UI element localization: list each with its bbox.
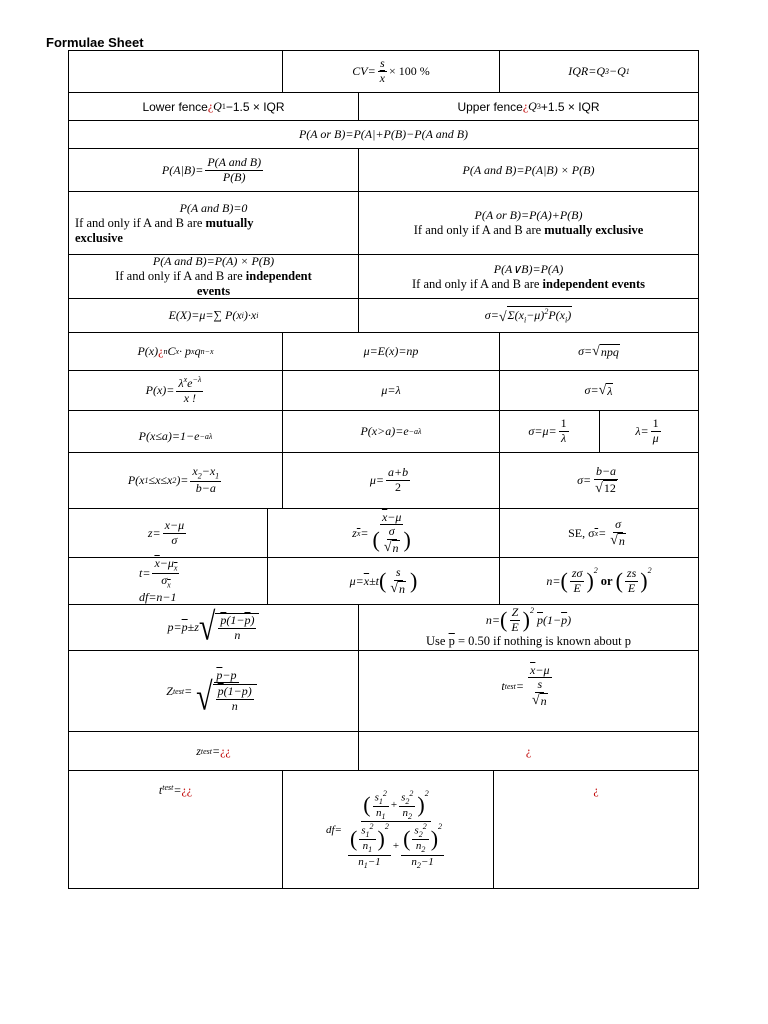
- formula-part: test: [200, 746, 212, 756]
- binomial-mean: [282, 332, 500, 371]
- formula-part: t=: [139, 566, 151, 580]
- formula-part: x !: [183, 391, 197, 405]
- formula-part: 2: [197, 471, 202, 481]
- formula-part: · p: [179, 344, 192, 358]
- formula-part: If and only if A and B are: [115, 269, 246, 283]
- formula-part: −x: [201, 464, 216, 479]
- formula-part: x: [191, 347, 195, 356]
- cv-formula: [282, 50, 500, 93]
- formula-part: Z: [511, 604, 519, 619]
- formula-part: =: [184, 683, 193, 698]
- formula-part: 3: [536, 102, 541, 111]
- formula-part: −Q: [609, 64, 626, 78]
- uniform-mean: [282, 452, 500, 509]
- formula-part: ¿: [522, 99, 529, 113]
- formula-part: E: [627, 580, 636, 595]
- formula-part: P(A or B)=P(A|+P(B)−P(A and B): [298, 127, 469, 141]
- condition-text: [412, 277, 645, 292]
- multiplication-rule: [358, 148, 699, 192]
- formula-part: σ: [388, 524, 395, 539]
- formula-part: n−x: [200, 347, 214, 356]
- formula-part: ¿: [593, 783, 599, 797]
- formula-part: P(A and B)=0: [179, 200, 248, 215]
- fraction: [625, 567, 638, 596]
- formula-part: −λ: [192, 375, 202, 385]
- formula-part: Z: [166, 683, 173, 698]
- condition-text: [69, 216, 358, 231]
- exponential-sd: [499, 410, 600, 453]
- formula-part: 1: [560, 416, 567, 431]
- formula-part: =: [598, 525, 607, 540]
- formula-part: 2: [544, 307, 549, 316]
- fraction: $\overline{p}-p$ √ $\frac{p(1-p)}{n}$: [194, 669, 259, 714]
- formula-part: p: [220, 612, 227, 627]
- formula-part: λ=: [635, 424, 649, 438]
- formula-part: ¿¿: [220, 743, 231, 758]
- independent-and: [68, 254, 359, 299]
- confidence-interval-mean: μ= $\overline{x}$ ±t ( s √ n ): [267, 557, 500, 605]
- formula-part: ¿: [158, 344, 164, 358]
- formula-part: s: [537, 677, 543, 692]
- formula-part: 2: [384, 822, 389, 832]
- formula-part: mutually exclusive: [544, 223, 644, 237]
- formula-part: i: [564, 315, 568, 325]
- formula-part: test: [504, 681, 516, 691]
- formula-part: P(x: [548, 308, 565, 322]
- uniform-probability: [68, 452, 283, 509]
- formula-part: (1−p): [223, 683, 252, 698]
- fraction: [386, 466, 410, 495]
- z-test-two-sample-extra: [358, 731, 699, 771]
- formula-part: μ=: [349, 573, 364, 588]
- formula-part: s: [374, 791, 379, 804]
- formula-part: $\overline{p}$: [244, 612, 251, 627]
- formula-part: mutually: [205, 215, 254, 230]
- formula-part: λ: [178, 376, 184, 391]
- formula-part: =: [360, 525, 369, 540]
- formula-part: ±z: [187, 620, 199, 634]
- square-root: √ λ: [598, 383, 613, 399]
- mutually-exclusive-or: [358, 191, 699, 255]
- formula-part: P(x≤a)=1−e: [138, 429, 200, 443]
- poisson-sd: [499, 370, 699, 411]
- formula-part: ): [567, 612, 572, 627]
- upper-fence-formula: [358, 92, 699, 121]
- formula-part: 1: [363, 860, 368, 870]
- binomial-sd: [499, 332, 699, 371]
- fraction: ( $\frac{s_1^2}{n_1}$ + $\frac{s_2^2}{n_2}$ ) $^2$ ( $\frac{s_1^2}{n_1}$ ) $^2$ $n_1-1$ + ( $\frac{s_2^2}{n_2}$ ) $^2$ $n_2-1$: [349, 788, 443, 870]
- formula-part: ): [567, 308, 572, 322]
- formula-part: s: [361, 824, 366, 837]
- formula-part: n: [402, 806, 408, 819]
- formula-part: x: [192, 464, 198, 479]
- formula-part: ±t: [369, 573, 380, 588]
- formula-part: =: [173, 783, 182, 797]
- formula-part: +1.5 × IQR: [540, 99, 600, 114]
- formula-part: If and only if A and B are: [413, 223, 545, 237]
- formula-part: 1: [652, 416, 659, 431]
- formula-part: )·x: [243, 308, 257, 322]
- formula-part: σ=: [484, 308, 499, 322]
- formula-part: 2: [647, 566, 652, 575]
- formula-part: λ: [607, 383, 613, 398]
- page-title: Formulae Sheet: [46, 35, 144, 50]
- t-test-two-sample-extra: [493, 770, 699, 889]
- formula-part: z: [352, 525, 357, 540]
- z-test-two-sample: [68, 731, 359, 771]
- condition-text: [69, 231, 358, 246]
- formula-part: q: [194, 344, 201, 358]
- formula-part: P(x): [137, 344, 159, 358]
- formula-part: independent events: [542, 276, 645, 291]
- expected-value: [68, 298, 359, 333]
- z-score-sample-mean: [267, 508, 500, 558]
- formula-part: test: [162, 783, 174, 792]
- formula-part: z=: [147, 525, 161, 540]
- formula-part: 2: [424, 788, 429, 798]
- formula-part: $\overline{x}$: [154, 556, 160, 571]
- formula-part: $\overline{p}$: [561, 612, 568, 627]
- formula-part: −aλ: [199, 432, 213, 441]
- formula-part: a+b: [388, 465, 409, 480]
- formula-part: s: [380, 56, 385, 71]
- t-test-mean: [358, 650, 699, 732]
- formula-part: test: [172, 686, 185, 696]
- formula-part: 2: [172, 476, 177, 485]
- formula-part: −μ: [159, 556, 174, 571]
- formula-part: n=: [485, 612, 500, 627]
- formula-part: SE, σ: [568, 525, 595, 540]
- formula-part: 1: [215, 471, 220, 481]
- fraction: [378, 57, 387, 86]
- formula-part: n: [375, 806, 382, 819]
- formula-part: P(x)=: [145, 383, 175, 397]
- formula-part: 1: [221, 102, 226, 111]
- formula-part: 3: [605, 67, 609, 76]
- formula-part: n: [163, 347, 168, 356]
- sample-size-proportion: n= ( $\frac{Z}{E}$ ) $^2$ $\overline{p}$ (1− $\overline{p}$ ) Use $\overline{p} = 0.50$ if nothing is known about p: [358, 604, 699, 651]
- formula-part: ): [250, 612, 255, 627]
- fraction: [205, 156, 263, 185]
- formula-part: = 0.50 if nothing is known about p: [454, 634, 631, 649]
- formula-part: 1: [381, 812, 386, 822]
- formula-part: x: [175, 347, 180, 356]
- formula-part: P(A and B)=P(A) × P(B): [152, 254, 275, 268]
- fraction: [152, 557, 179, 589]
- formula-part: P(A or B)=P(A)+P(B): [474, 208, 583, 222]
- condition-text: [115, 269, 312, 284]
- formula-part: n: [362, 840, 369, 853]
- formula-part: $\overline{p}$: [181, 620, 188, 634]
- formula-part: i: [241, 311, 244, 320]
- uniform-sd: [499, 452, 699, 509]
- square-root: √ $\frac{p(1-\overline{p})}{n}$: [199, 613, 260, 643]
- formula-part: (1−: [226, 612, 245, 627]
- formula-part: i: [523, 315, 527, 325]
- fraction: [559, 417, 569, 446]
- conditional-probability: [68, 148, 359, 192]
- formula-part: +: [392, 839, 400, 852]
- formula-part: $\overline{x}$: [363, 573, 370, 588]
- formula-part: −p: [222, 667, 237, 682]
- formula-part: 1: [365, 830, 370, 840]
- formula-part: exclusive: [75, 230, 123, 245]
- condition-text: [414, 223, 644, 238]
- formula-part: −aλ: [408, 427, 422, 436]
- formula-part: If and only if A and B are: [412, 276, 543, 291]
- formula-part: E: [573, 580, 581, 595]
- note-text: [426, 634, 631, 649]
- formula-part: n: [358, 855, 364, 868]
- formula-part: P(x: [127, 473, 145, 487]
- formula-part: b−a: [195, 480, 216, 495]
- exponential-rate: [599, 410, 699, 453]
- formula-part: i: [256, 311, 259, 320]
- exponential-left-tail: [68, 410, 283, 453]
- formula-part: $\overline{p}$: [537, 612, 543, 627]
- discrete-standard-deviation: [358, 298, 699, 333]
- formula-part: n: [392, 541, 399, 556]
- fraction: [176, 375, 203, 406]
- formula-part: σ: [161, 573, 168, 587]
- formula-part: 1: [378, 796, 383, 806]
- formula-part: ¿: [207, 99, 214, 113]
- formula-part: 2: [416, 860, 421, 870]
- formula-part: σ: [171, 532, 178, 547]
- formula-part: μ=λ: [381, 383, 401, 397]
- formula-part: independent: [245, 269, 312, 283]
- degrees-of-freedom-welch: [282, 770, 494, 889]
- formula-part: zs: [626, 565, 637, 580]
- formula-part: λ: [560, 431, 567, 445]
- formula-part: $\overline{x}$: [381, 509, 388, 524]
- formula-part: df=: [325, 823, 342, 836]
- formula-part: Upper fence: [457, 99, 523, 114]
- formula-part: z: [196, 743, 201, 758]
- formula-part: P(A and B)=P(A|B) × P(B): [462, 162, 595, 177]
- formula-part: s: [401, 791, 406, 804]
- formula-part: μ=E(x)=np: [363, 344, 419, 358]
- fraction: [593, 465, 619, 495]
- formula-part: 2: [530, 605, 534, 615]
- fraction: [190, 465, 221, 495]
- formula-part: $\overline{p}$: [448, 634, 455, 649]
- formula-part: s: [395, 564, 401, 579]
- formula-part: +: [390, 798, 398, 811]
- formula-part: t: [501, 678, 505, 693]
- formula-part: P(A∨B)=P(A): [493, 261, 564, 276]
- fraction: [651, 417, 661, 446]
- formula-part: ¿: [525, 743, 532, 758]
- binomial-probability: [68, 332, 283, 371]
- z-score: [68, 508, 268, 558]
- square-root: √ $\Sigma(x_i-\mu)^2P(x_i)$: [498, 307, 572, 325]
- formula-part: P(A|B)=: [161, 162, 204, 177]
- formula-part: df=n−1: [139, 589, 177, 604]
- formula-part: −μ: [387, 509, 402, 524]
- standard-error: [499, 508, 699, 558]
- formula-part: =: [515, 678, 524, 693]
- formula-part: p=: [167, 620, 182, 634]
- formula-part: =: [212, 743, 221, 758]
- t-score: [68, 557, 268, 605]
- addition-rule: [68, 120, 699, 149]
- poisson-probability: [68, 370, 283, 411]
- formula-part: n: [234, 627, 241, 642]
- confidence-interval-proportion: [68, 604, 359, 651]
- formula-part: 2: [409, 788, 414, 798]
- sample-size-mean: n= ( $\frac{z\sigma}{E}$ ) $^2$ or ( $\frac{zs}{E}$ ) $^2$: [499, 557, 699, 605]
- formula-part: σ=: [584, 383, 599, 397]
- formula-part: or: [600, 573, 613, 588]
- formula-part: x: [379, 71, 385, 85]
- formula-part: n: [540, 694, 547, 709]
- formula-part: 2: [422, 822, 427, 832]
- formula-part: p: [217, 683, 224, 698]
- square-root: √ npq: [592, 344, 619, 360]
- formula-part: 1: [625, 67, 630, 76]
- formula-part: 2: [405, 796, 410, 806]
- formula-part: b−a: [595, 464, 617, 479]
- formula-part: $\overline{x}$: [530, 662, 536, 677]
- formula-part: 2: [369, 822, 374, 832]
- formula-part: −1: [420, 855, 434, 868]
- formula-part: 2: [407, 812, 412, 822]
- formula-part: 2: [418, 830, 423, 840]
- formula-part: P(B): [222, 169, 246, 184]
- fraction: [570, 567, 585, 596]
- formula-part: s: [414, 824, 419, 837]
- formula-part: n=: [546, 573, 561, 588]
- formula-part: E: [511, 619, 519, 634]
- formula-part: 2: [395, 480, 402, 494]
- formula-part: 2: [593, 566, 598, 575]
- empty-cell: [68, 50, 283, 93]
- fraction: s √ n: [390, 564, 406, 597]
- formula-part: Q: [213, 99, 222, 113]
- formula-part: −1.5 × IQR: [225, 99, 285, 114]
- formula-part: x: [167, 580, 171, 590]
- formula-part: n: [399, 581, 406, 596]
- formula-part: If and only if A and B are: [75, 215, 206, 230]
- formula-part: 12: [603, 481, 616, 496]
- formula-part: t: [158, 783, 163, 797]
- formula-part: x: [183, 375, 188, 385]
- formula-part: σ=μ=: [528, 424, 557, 438]
- formula-part: npq: [600, 344, 619, 359]
- formula-part: IQR=Q: [568, 64, 605, 78]
- formula-part: 2: [438, 822, 443, 832]
- formula-part: −μ): [526, 308, 545, 322]
- formula-part: n: [231, 698, 238, 713]
- formula-part: Σ(x: [507, 308, 524, 322]
- formula-part: P(A and B): [207, 154, 262, 169]
- condition-text: [197, 284, 230, 299]
- formula-part: $\overline{x}$: [594, 528, 599, 538]
- formula-part: x: [173, 563, 178, 573]
- formula-part: μ: [652, 431, 659, 445]
- formula-part: Use: [426, 634, 449, 649]
- fraction: $\overline{x}-\mu$ s √ n: [530, 662, 550, 709]
- formula-part: Lower fence: [142, 99, 208, 114]
- t-test-two-sample: [68, 770, 283, 889]
- lower-fence-formula: [68, 92, 359, 121]
- formula-part: −μ: [535, 662, 550, 677]
- formula-part: C: [167, 344, 176, 358]
- fraction: [163, 519, 186, 548]
- formula-part: $\overline{p}$: [216, 667, 223, 682]
- formula-part: 1: [144, 476, 149, 485]
- formula-part: −1: [367, 855, 381, 868]
- fraction: σ √ n: [610, 516, 625, 549]
- exponential-right-tail: [282, 410, 500, 453]
- formula-part: events: [196, 284, 231, 298]
- poisson-mean: [282, 370, 500, 411]
- square-root: √ 12: [595, 480, 616, 496]
- mutually-exclusive-and: [68, 191, 359, 255]
- formula-part: σ=: [578, 344, 593, 358]
- formula-part: (1−: [543, 612, 562, 627]
- formula-part: zσ: [571, 565, 583, 580]
- formula-part: μ=: [369, 473, 384, 487]
- formula-part: CV=: [352, 64, 376, 78]
- formula-part: )=: [176, 473, 189, 487]
- formula-part: ≤x≤x: [148, 473, 173, 487]
- fraction: $\overline{x}-\mu$ ( σ √ n ): [372, 509, 411, 556]
- formula-part: 2: [382, 788, 387, 798]
- formula-part: n: [415, 840, 422, 853]
- independent-or: [358, 254, 699, 299]
- formula-part: e: [187, 376, 193, 391]
- iqr-formula: [499, 50, 699, 93]
- formula-part: E(X)=μ=∑ P(x: [168, 308, 242, 322]
- formula-part: 2: [421, 845, 426, 855]
- formula-part: n: [411, 855, 417, 868]
- formula-part: ¿¿: [181, 783, 193, 797]
- formula-part: σ=: [577, 473, 592, 487]
- z-test-proportion: [68, 650, 359, 732]
- formula-part: n: [618, 533, 625, 548]
- formula-part: × 100 %: [389, 64, 430, 78]
- formula-part: $\overline{x}$: [356, 528, 361, 538]
- formula-part: x−μ: [164, 517, 185, 532]
- formula-part: Q: [528, 99, 537, 113]
- formula-part: σ: [615, 516, 622, 531]
- fraction: [509, 606, 520, 635]
- formula-part: P(x>a)=e: [360, 424, 409, 438]
- formula-part: 1: [368, 845, 373, 855]
